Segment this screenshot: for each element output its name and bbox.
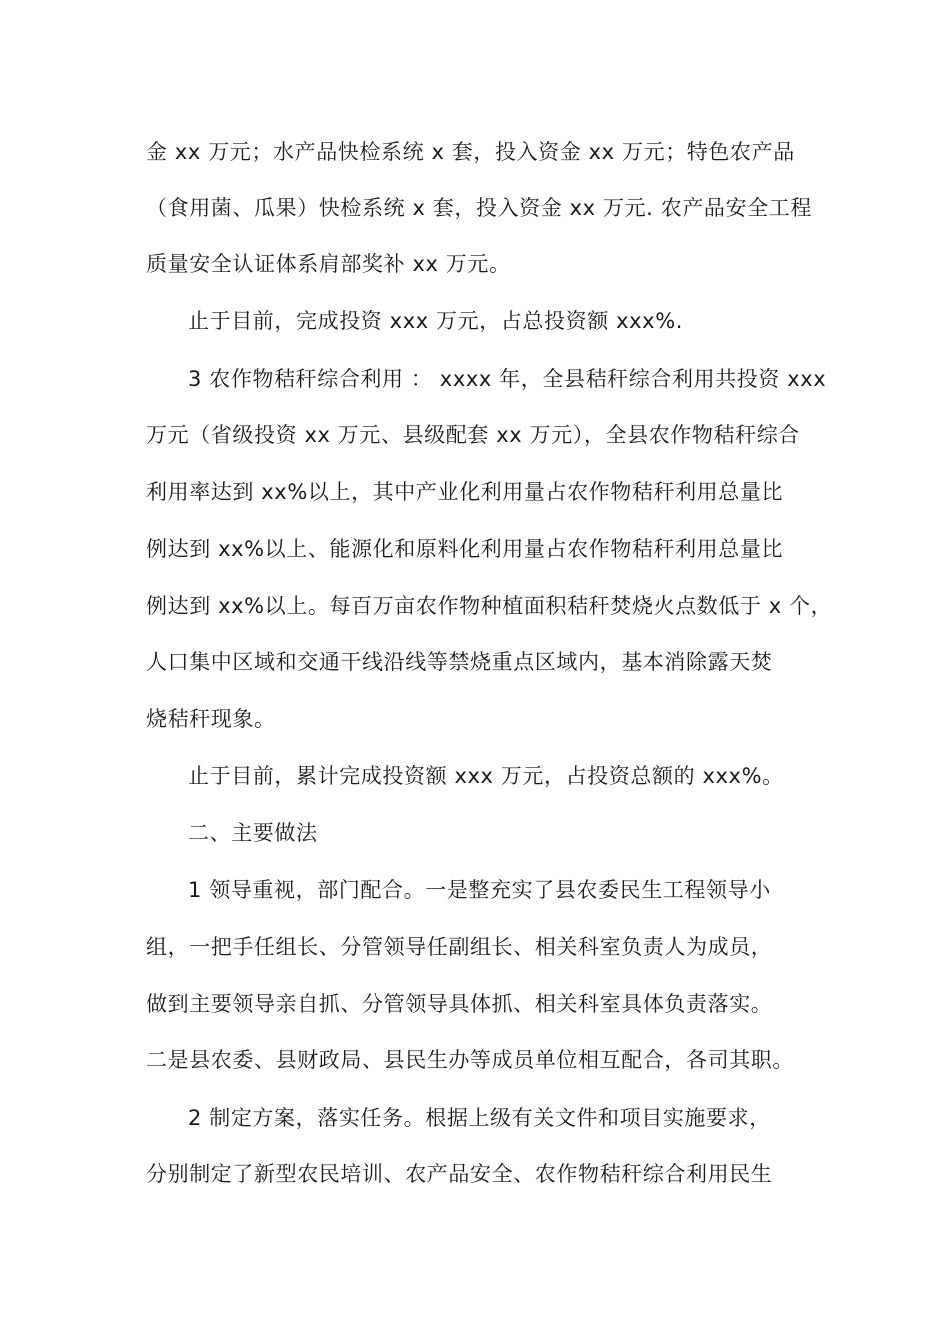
paragraph-line: 3 农作物秸秆综合利用 ： xxxx 年，全县秸秆综合利用共投资 xxx <box>188 367 827 391</box>
paragraph-line: 二是县农委、县财政局、县民生办等成员单位相互配合，各司其职。 <box>146 1048 794 1072</box>
paragraph-line: 做到主要领导亲自抓、分管领导具体抓、相关科室具体负责落实。 <box>146 992 773 1016</box>
paragraph-line: 金 xx 万元；水产品快检系统 x 套，投入资金 xx 万元；特色农产品 <box>146 140 795 164</box>
paragraph-line: 利用率达到 xx%以上，其中产业化利用量占农作物秸秆利用总量比 <box>146 480 784 504</box>
paragraph-line: 例达到 xx%以上。每百万亩农作物种植面积秸秆焚烧火点数低于 x 个， <box>146 594 833 618</box>
paragraph-line: 止于目前，完成投资 xxx 万元，占总投资额 xxx%. <box>188 309 684 333</box>
section-heading: 二、主要做法 <box>188 821 318 845</box>
paragraph-line: 质量安全认证体系肩部奖补 xx 万元。 <box>146 252 511 276</box>
paragraph-line: 例达到 xx%以上、能源化和原料化利用量占农作物秸秆利用总量比 <box>146 537 784 561</box>
paragraph-line: 1 领导重视，部门配合。一是整充实了县农委民生工程领导小 <box>188 878 771 902</box>
paragraph-line: 止于目前，累计完成投资额 xxx 万元，占投资总额的 xxx%。 <box>188 764 784 788</box>
paragraph-line: 烧秸秆现象。 <box>146 707 276 731</box>
paragraph-line: 万元（省级投资 xx 万元、县级配套 xx 万元），全县农作物秸秆综合 <box>146 423 800 447</box>
paragraph-line: （食用菌、瓜果）快检系统 x 套，投入资金 xx 万元. 农产品安全工程 <box>146 196 812 220</box>
paragraph-line: 组，一把手任组长、分管领导任副组长、相关科室负责人为成员， <box>146 935 773 959</box>
paragraph-line: 分别制定了新型农民培训、农产品安全、农作物秸秆综合利用民生 <box>146 1162 773 1186</box>
paragraph-line: 人口集中区域和交通干线沿线等禁烧重点区域内，基本消除露天焚 <box>146 650 773 674</box>
paragraph-line: 2 制定方案，落实任务。根据上级有关文件和项目实施要求， <box>188 1106 771 1130</box>
